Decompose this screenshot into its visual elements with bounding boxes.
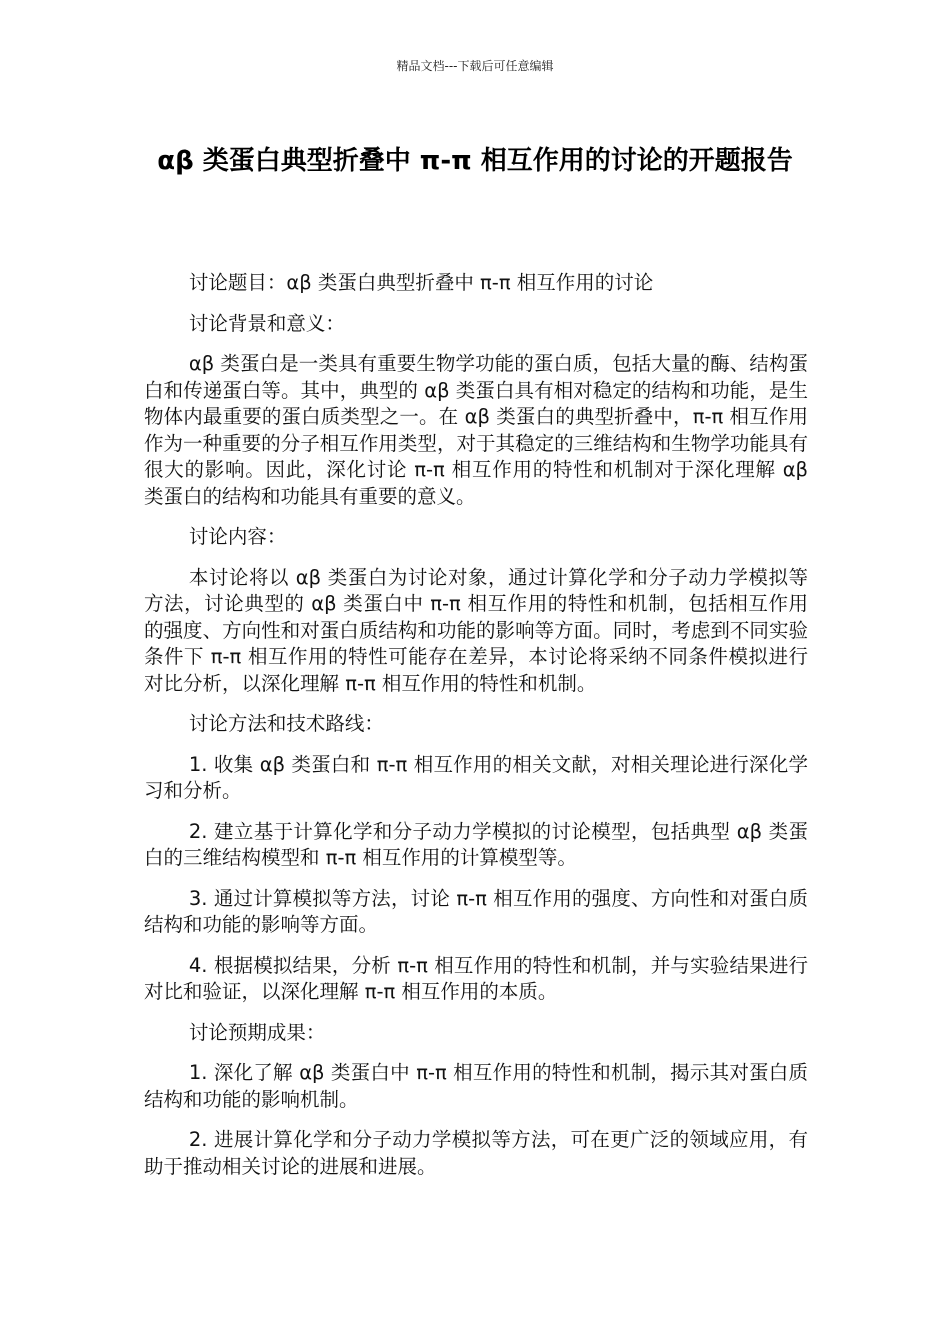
paragraph-method-3: 3. 通过计算模拟等方法，讨论 π-π 相互作用的强度、方向性和对蛋白质结构和功能的影响等方面。 [144,886,808,936]
paragraph-background-heading: 讨论背景和意义： [188,311,345,335]
paragraph-method-4: 4. 根据模拟结果，分析 π-π 相互作用的特性和机制，并与实验结果进行对比和验证，以深化理解 π-π 相互作用的本质。 [144,953,808,1003]
paragraph-methods-heading: 讨论方法和技术路线： [188,712,384,735]
paragraph-method-1: 1. 收集 αβ 类蛋白和 π-π 相互作用的相关文献，对相关理论进行深化学习和分析。 [144,752,808,802]
paragraph-method-2: 2. 建立基于计算化学和分子动力学模拟的讨论模型，包括典型 αβ 类蛋白的三维结构模型和 π-π 相互作用的计算模型等。 [144,819,808,869]
paragraph-background: αβ 类蛋白是一类具有重要生物学功能的蛋白质，包括大量的酶、结构蛋白和传递蛋白等。其中，典型的 αβ 类蛋白具有相对稳定的结构和功能，是生物体内最重要的蛋白质类型之一。在 αβ 类蛋白的典型折叠中，π-π 相互作用作为一种重要的分子相互作用类型，对于其稳定的三维结构和生物学功能具有很大的影响。因此，深化讨论 π-π 相互作用的特性和机制对于深化理解 αβ 类蛋白的结构和功能具有重要的意义。 [144,352,808,508]
document-body [144,270,808,1194]
document-title: αβ 类蛋白典型折叠中 π-π 相互作用的讨论的开题报告 [157,146,793,176]
paragraph-outcome-2: 2. 进展计算化学和分子动力学模拟等方法，可在更广泛的领域应用，有助于推动相关讨论的进展和进展。 [144,1128,808,1178]
paragraph-outcomes-heading: 讨论预期成果： [188,1020,326,1044]
paragraph-outcome-1: 1. 深化了解 αβ 类蛋白中 π-π 相互作用的特性和机制，揭示其对蛋白质结构和功能的影响机制。 [144,1061,808,1111]
paragraph-content-heading: 讨论内容： [188,525,287,548]
paragraph-content: 本讨论将以 αβ 类蛋白为讨论对象，通过计算化学和分子动力学模拟等方法，讨论典型的 αβ 类蛋白中 π-π 相互作用的特性和机制，包括相互作用的强度、方向性和对蛋白质结构和功能的影响等方面。同时，考虑到不同实验条件下 π-π 相互作用的特性可能存在差异，本讨论将采纳不同条件模拟进行对比分析，以深化理解 π-π 相互作用的特性和机制。 [144,565,808,695]
paragraph-topic: 讨论题目：αβ 类蛋白典型折叠中 π-π 相互作用的讨论 [188,271,654,294]
header-note: 精品文档---下载后可任意编辑 [396,59,554,73]
